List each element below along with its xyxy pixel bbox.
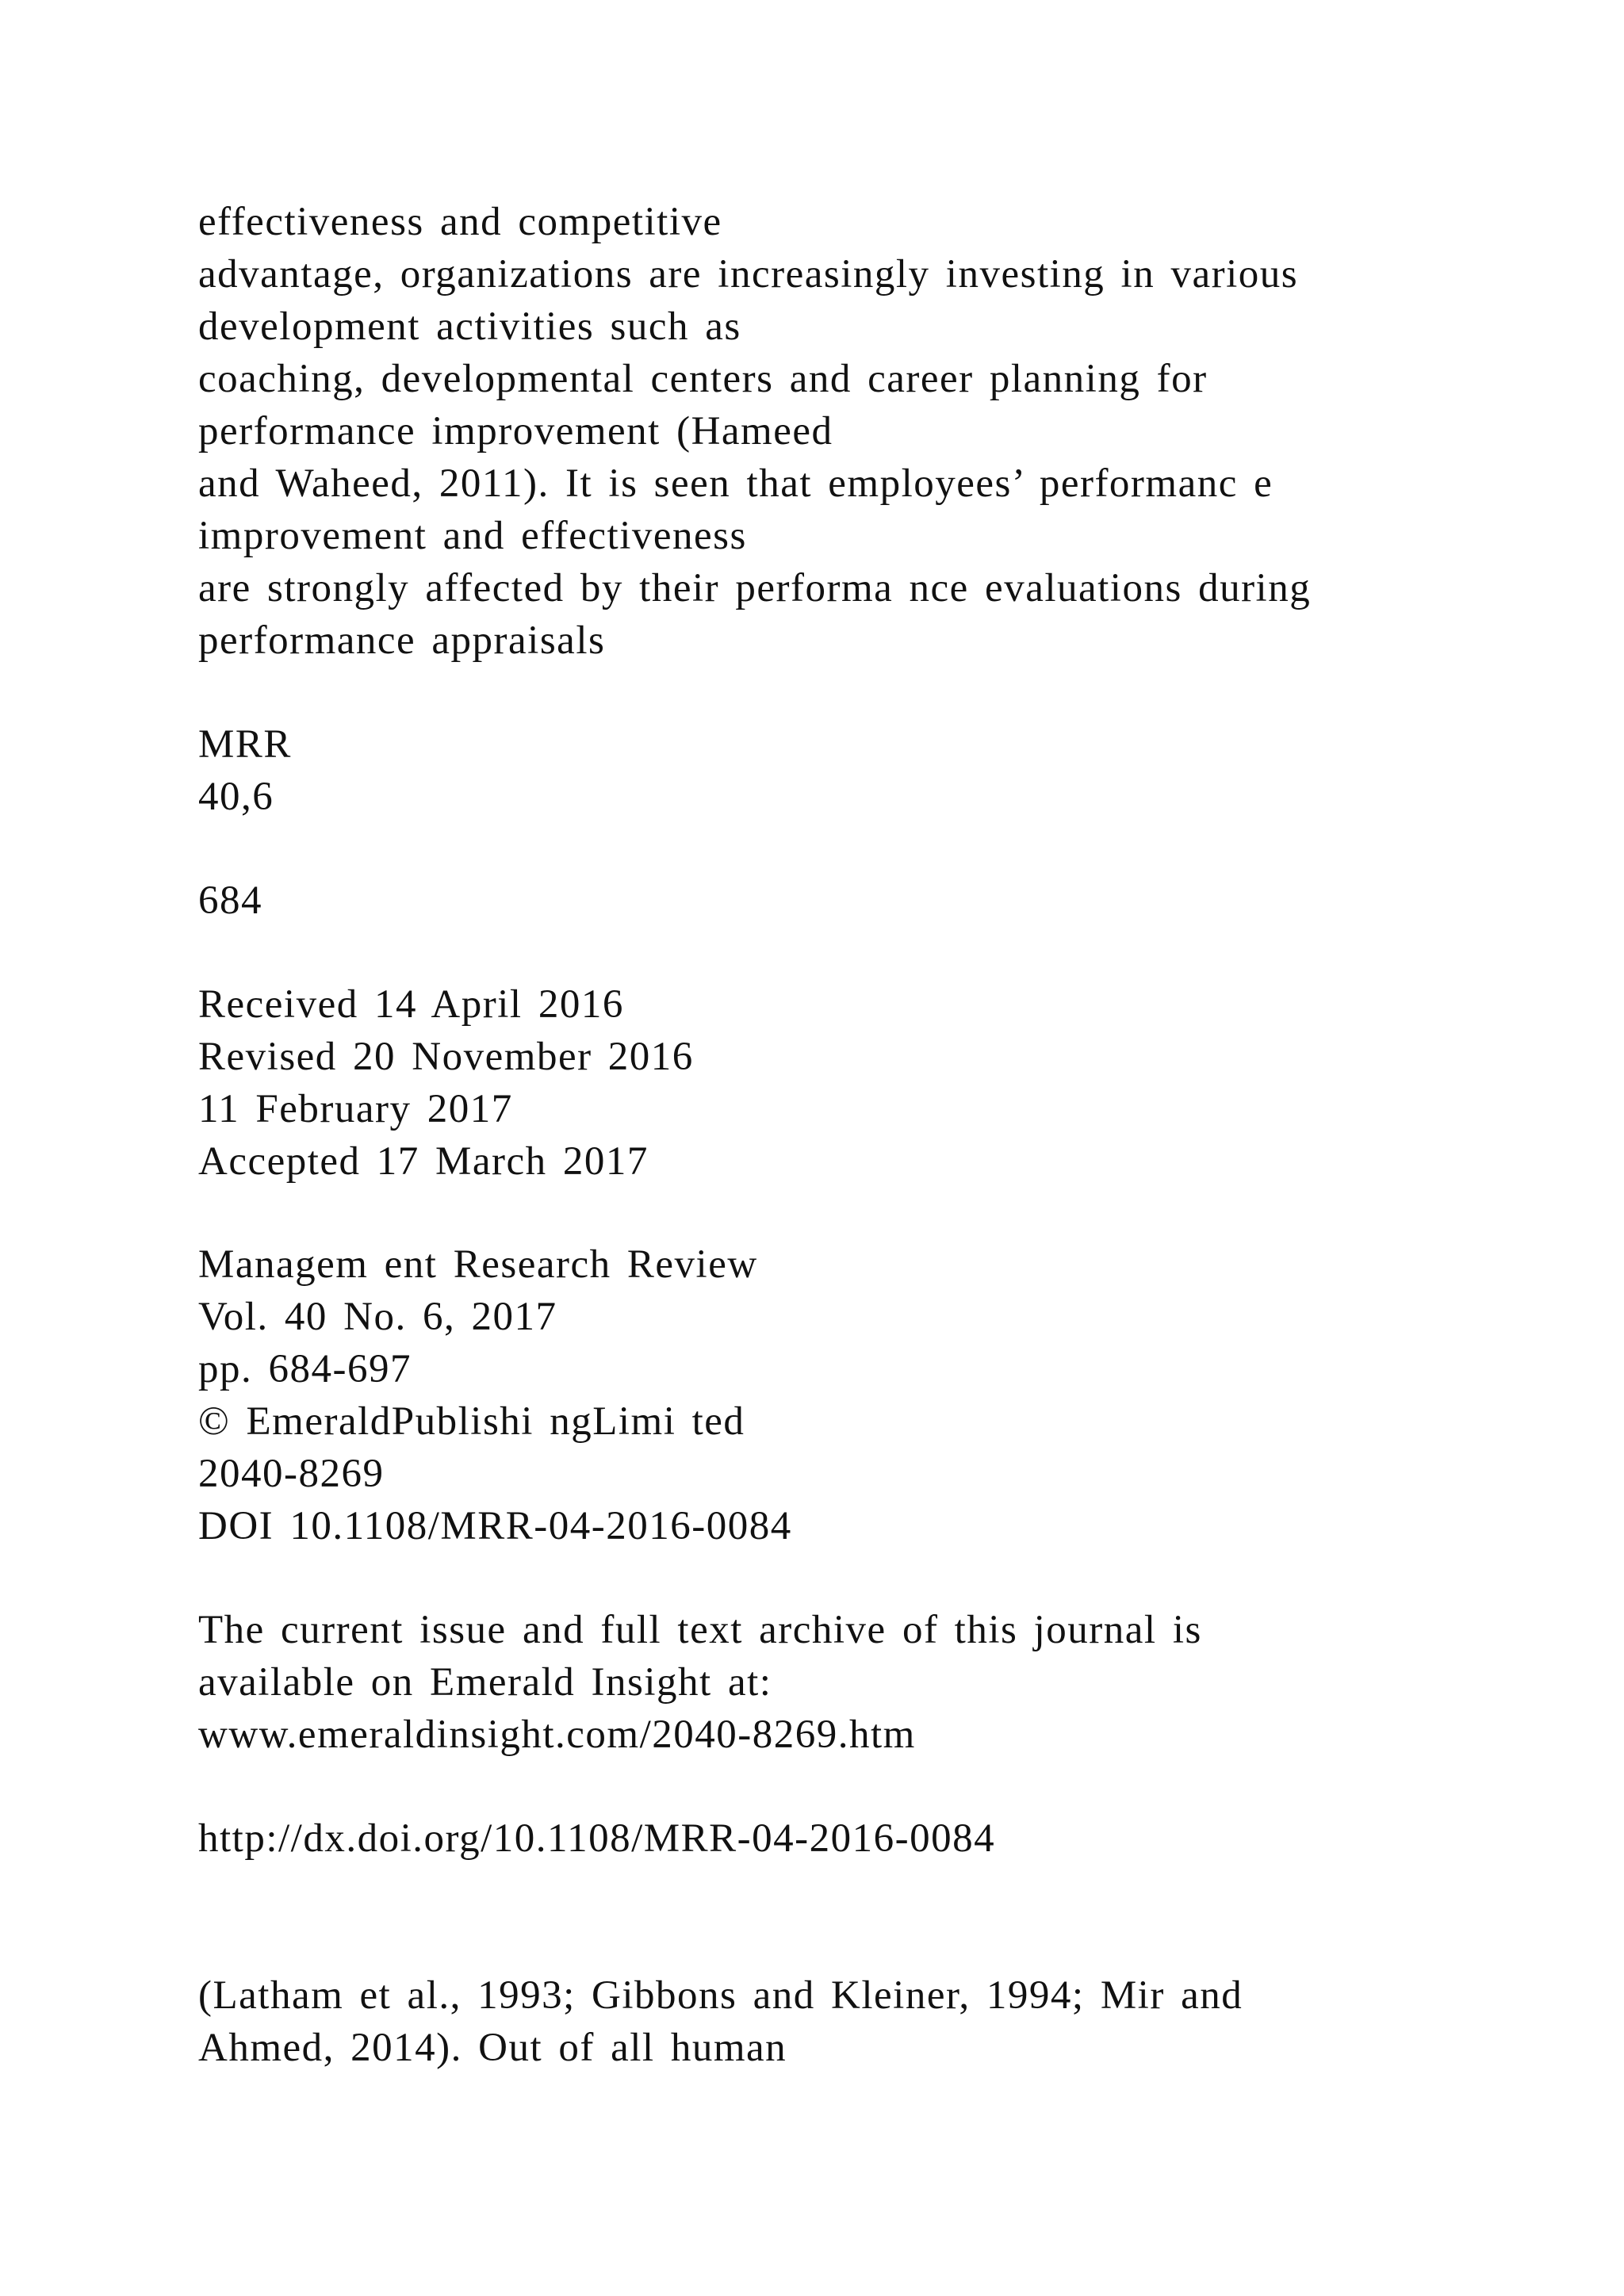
intro-line-5: performance improvement (Hameed (198, 409, 833, 453)
intro-line-2: advantage, organizations are increasingly investing in various (198, 252, 1299, 297)
intro-line-4: coaching, developmental centers and career planning for (198, 357, 1208, 401)
references-paragraph (198, 1969, 1507, 2074)
intro-line-7: improvement and effectiveness (198, 514, 747, 558)
journal-volume-issue: 40,6 (198, 775, 274, 819)
page-number-block (198, 874, 1507, 927)
publisher-copyright: © EmeraldPublishi ngLimi ted (198, 1399, 745, 1444)
accepted-date: Accepted 17 March 2017 (198, 1139, 649, 1184)
journal-code: MRR (198, 722, 292, 767)
doi-url: http://dx.doi.org/10.1108/MRR-04-2016-0084 (198, 1816, 996, 1861)
citation-block (198, 1238, 1507, 1552)
doi: DOI 10.1108/MRR-04-2016-0084 (198, 1504, 792, 1548)
archive-note (198, 1604, 1507, 1761)
references-line-1: (Latham et al., 1993; Gibbons and Kleiner, 1994; Mir and (198, 1973, 1243, 2018)
revised-date: Revised 20 November 2016 (198, 1035, 694, 1079)
intro-line-1: effectiveness and competitive (198, 200, 722, 244)
journal-volume: Vol. 40 No. 6, 2017 (198, 1295, 557, 1339)
received-date: Received 14 April 2016 (198, 982, 624, 1027)
journal-short-info (198, 718, 1507, 823)
journal-name: Managem ent Research Review (198, 1242, 758, 1287)
intro-line-6: and Waheed, 2011). It is seen that employees’ performanc e (198, 461, 1274, 506)
page-number: 684 (198, 878, 262, 923)
archive-line-2: available on Emerald Insight at: (198, 1660, 772, 1705)
doi-url-block (198, 1812, 1507, 1865)
issn: 2040-8269 (198, 1452, 385, 1496)
article-dates (198, 978, 1507, 1188)
intro-line-9: performance appraisals (198, 618, 606, 663)
intro-line-3: development activities such as (198, 304, 741, 349)
archive-url: www.emeraldinsight.com/2040-8269.htm (198, 1712, 916, 1757)
revised-date-second: 11 February 2017 (198, 1087, 513, 1131)
intro-line-8: are strongly affected by their performa nce evaluations during (198, 566, 1312, 610)
references-line-2: Ahmed, 2014). Out of all human (198, 2026, 787, 2070)
archive-line-1: The current issue and full text archive of this journal is (198, 1608, 1202, 1652)
page-range: pp. 684-697 (198, 1347, 412, 1391)
intro-paragraph (198, 196, 1507, 667)
